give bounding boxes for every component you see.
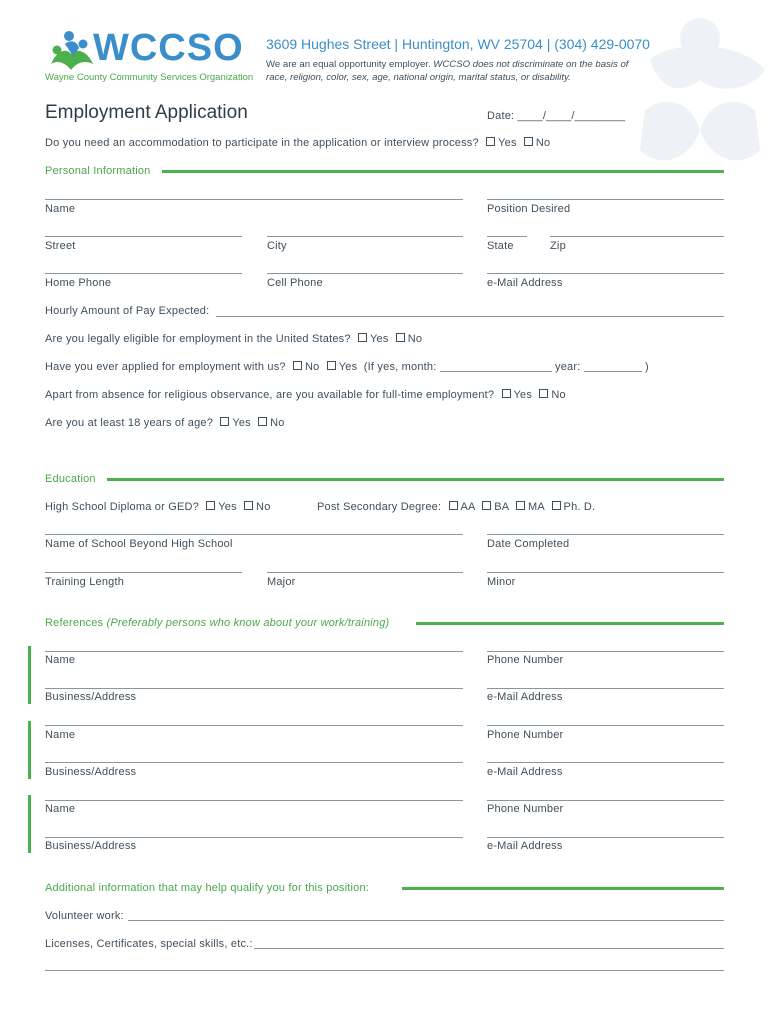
volunteer-field[interactable] xyxy=(128,920,724,921)
ref2-email-field[interactable] xyxy=(487,762,724,763)
school-field[interactable] xyxy=(45,534,463,535)
org-name: Wayne County Community Services Organization xyxy=(45,72,254,83)
applied-month-field[interactable] xyxy=(440,361,552,372)
date-completed-field[interactable] xyxy=(487,534,724,535)
watermark-graphic xyxy=(630,0,770,180)
age-label: Are you at least 18 years of age? xyxy=(45,417,214,429)
ma-checkbox[interactable] xyxy=(516,501,525,510)
eligible-question xyxy=(45,333,422,345)
ref2-phone-field[interactable] xyxy=(487,725,724,726)
age-yes-checkbox[interactable] xyxy=(220,417,229,426)
hourly-pay-label: Hourly Amount of Pay Expected: xyxy=(45,305,210,317)
ref3-email-label: e-Mail Address xyxy=(487,840,563,852)
age-no-checkbox[interactable] xyxy=(258,417,267,426)
training-length-label: Training Length xyxy=(45,576,125,588)
ref2-email-label: e-Mail Address xyxy=(487,766,563,778)
licenses-field[interactable] xyxy=(254,948,724,949)
date-field[interactable]: Date: ____/____/________ xyxy=(487,110,626,122)
aa-checkbox[interactable] xyxy=(449,501,458,510)
yes-label: Yes xyxy=(338,361,358,373)
applied-no-checkbox[interactable] xyxy=(293,361,302,370)
eligible-label: Are you legally eligible for employment in the United States? xyxy=(45,333,351,345)
age-question xyxy=(45,417,285,429)
hourly-pay-field[interactable] xyxy=(216,316,724,317)
ref1-phone-field[interactable] xyxy=(487,651,724,652)
ref3-business-field[interactable] xyxy=(45,837,463,838)
hs-yes-checkbox[interactable] xyxy=(206,501,215,510)
position-label: Position Desired xyxy=(487,203,571,215)
ref1-email-field[interactable] xyxy=(487,688,724,689)
email-field[interactable] xyxy=(487,273,724,274)
logo-people-icon xyxy=(47,30,99,74)
applied-close: ) xyxy=(645,361,649,373)
eligible-no-checkbox[interactable] xyxy=(396,333,405,342)
fulltime-yes-checkbox[interactable] xyxy=(502,389,511,398)
ref2-business-label: Business/Address xyxy=(45,766,137,778)
cell-phone-field[interactable] xyxy=(267,273,463,274)
references-divider xyxy=(416,622,724,625)
eeo-lead: We are an equal opportunity employer. xyxy=(266,59,431,70)
applied-label: Have you ever applied for employment with us? xyxy=(45,361,286,373)
home-phone-field[interactable] xyxy=(45,273,242,274)
state-field[interactable] xyxy=(487,236,527,237)
ref1-business-field[interactable] xyxy=(45,688,463,689)
applied-question xyxy=(45,361,649,373)
logo-text: WCCSO xyxy=(93,27,244,69)
ref3-name-field[interactable] xyxy=(45,800,463,801)
training-length-field[interactable] xyxy=(45,572,242,573)
ref2-name-label: Name xyxy=(45,729,76,741)
no-label: No xyxy=(256,501,271,513)
page-title: Employment Application xyxy=(45,102,248,123)
school-label: Name of School Beyond High School xyxy=(45,538,233,550)
ref2-phone-label: Phone Number xyxy=(487,729,564,741)
references-note: (Preferably persons who know about your work/training) xyxy=(106,617,390,629)
ref2-name-field[interactable] xyxy=(45,725,463,726)
ref1-name-field[interactable] xyxy=(45,651,463,652)
accommodation-label: Do you need an accommodation to participate in the application or interview process? xyxy=(45,137,479,149)
ma-label: MA xyxy=(527,501,545,513)
date-completed-label: Date Completed xyxy=(487,538,570,550)
ba-label: BA xyxy=(494,501,509,513)
yes-label: Yes xyxy=(369,333,389,345)
accommodation-question xyxy=(45,137,550,149)
position-field[interactable] xyxy=(487,199,724,200)
ref1-phone-label: Phone Number xyxy=(487,654,564,666)
city-field[interactable] xyxy=(267,236,463,237)
ref3-phone-label: Phone Number xyxy=(487,803,564,815)
reference-1-marker xyxy=(28,646,31,704)
aa-label: AA xyxy=(460,501,475,513)
minor-label: Minor xyxy=(487,576,516,588)
no-label: No xyxy=(551,389,566,401)
fulltime-label: Apart from absence for religious observance, are you available for full-time employment? xyxy=(45,389,495,401)
education-divider xyxy=(107,478,724,481)
major-label: Major xyxy=(267,576,296,588)
email-label: e-Mail Address xyxy=(487,277,563,289)
post-secondary-label: Post Secondary Degree: xyxy=(317,501,442,513)
ref1-name-label: Name xyxy=(45,654,76,666)
applied-year-label: year: xyxy=(555,361,581,373)
major-field[interactable] xyxy=(267,572,463,573)
minor-field[interactable] xyxy=(487,572,724,573)
ref3-phone-field[interactable] xyxy=(487,800,724,801)
yes-label: Yes xyxy=(513,389,533,401)
header-address: 3609 Hughes Street | Huntington, WV 25704 | (304) 429-0070 xyxy=(266,36,650,52)
ref3-email-field[interactable] xyxy=(487,837,724,838)
personal-info-heading: Personal Information xyxy=(45,165,151,177)
education-heading: Education xyxy=(45,473,96,485)
references-title: References xyxy=(45,617,104,629)
cell-phone-label: Cell Phone xyxy=(267,277,323,289)
additional-heading: Additional information that may help qualify you for this position: xyxy=(45,882,370,894)
city-label: City xyxy=(267,240,287,252)
name-field[interactable] xyxy=(45,199,463,200)
yes-label: Yes xyxy=(232,417,251,429)
additional-divider xyxy=(402,887,724,890)
ref1-business-label: Business/Address xyxy=(45,691,137,703)
licenses-field-line2[interactable] xyxy=(45,970,724,971)
phd-label: Ph. D. xyxy=(563,501,596,513)
no-label: No xyxy=(270,417,285,429)
eeo-rest: WCCSO does not discriminate on the basis of xyxy=(433,59,629,70)
licenses-label: Licenses, Certificates, special skills, etc.: xyxy=(45,938,253,950)
volunteer-label: Volunteer work: xyxy=(45,910,124,922)
ba-checkbox[interactable] xyxy=(482,501,491,510)
references-heading xyxy=(45,617,389,629)
fulltime-no-checkbox[interactable] xyxy=(539,389,548,398)
street-label: Street xyxy=(45,240,76,252)
hs-no-checkbox[interactable] xyxy=(244,501,253,510)
name-label: Name xyxy=(45,203,76,215)
no-label: No xyxy=(407,333,423,345)
accommodation-no-checkbox[interactable] xyxy=(524,137,533,146)
ref2-business-field[interactable] xyxy=(45,762,463,763)
applied-yes-checkbox[interactable] xyxy=(327,361,336,370)
street-field[interactable] xyxy=(45,236,242,237)
home-phone-label: Home Phone xyxy=(45,277,112,289)
phd-checkbox[interactable] xyxy=(552,501,561,510)
applied-ifyes-label: (If yes, month: xyxy=(363,361,437,373)
state-label: State xyxy=(487,240,514,252)
ref1-email-label: e-Mail Address xyxy=(487,691,563,703)
ref3-name-label: Name xyxy=(45,803,76,815)
logo xyxy=(45,27,255,86)
fulltime-question xyxy=(45,389,566,401)
yes-label: Yes xyxy=(218,501,237,513)
yes-label: Yes xyxy=(498,137,517,149)
reference-3-marker xyxy=(28,795,31,853)
accommodation-yes-checkbox[interactable] xyxy=(486,137,495,146)
eligible-yes-checkbox[interactable] xyxy=(358,333,367,342)
ref3-business-label: Business/Address xyxy=(45,840,137,852)
eeo-line2: race, religion, color, sex, age, national origin, marital status, or disability. xyxy=(266,72,571,83)
zip-field[interactable] xyxy=(550,236,724,237)
hs-label: High School Diploma or GED? xyxy=(45,501,199,513)
eeo-statement xyxy=(266,58,628,84)
no-label: No xyxy=(535,137,551,149)
applied-year-field[interactable] xyxy=(584,361,642,372)
no-label: No xyxy=(305,361,320,373)
reference-2-marker xyxy=(28,721,31,779)
post-secondary-question xyxy=(317,501,595,513)
zip-label: Zip xyxy=(550,240,566,252)
hs-question xyxy=(45,501,271,513)
personal-info-divider xyxy=(162,170,724,173)
